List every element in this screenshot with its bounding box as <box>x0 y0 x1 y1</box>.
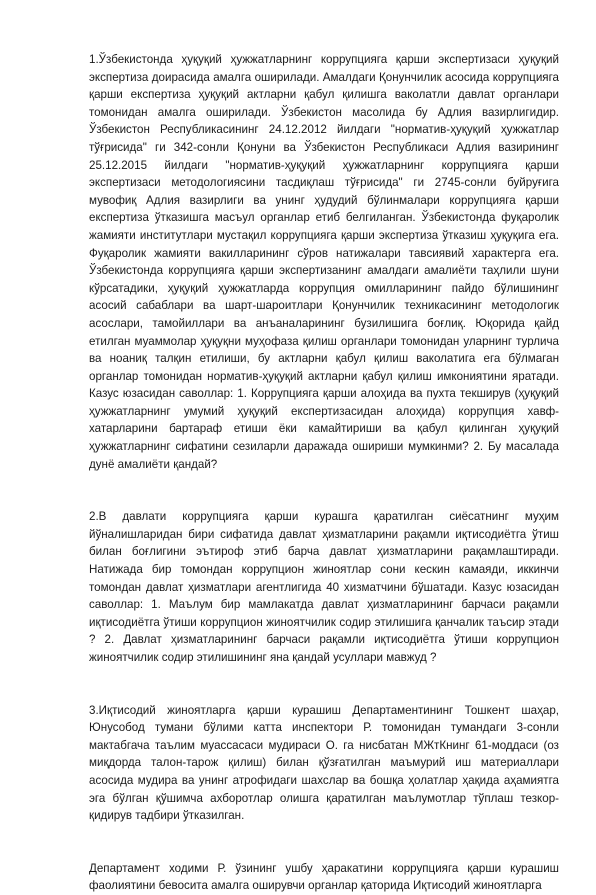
paragraph-case-2: 2.В давлати коррупцияга қарши курашга қаратилган сиёсатнинг муҳим йўналишларидан бири сифатида давлат ҳизматларини рақамли иқтисодиётга ўтиш билан боғлигини эътироф этиб барча давлат ҳизматларини рақамлаштиради. Натижада бир томондан коррупцион жиноятлар сони кескин камаяди, иккинчи томондан давлат ҳизматлари агентлигида 40 хизматчини бўшатади. Казус юзасидан саволлар: 1. Маълум бир мамлакатда давлат ҳизматларининг барчаси рақамли иқтисодиётга ўтиши коррупцион жиноятчилик содир этилишига қанчалик таъсир этади ? 2. Давлат ҳизматларининг барчаси рақамли иқтисодиётга ўтиши коррупцион жиноятчилик содир этилишининг яна қандай усуллари мавжуд ? <box>89 510 559 664</box>
document-page <box>89 51 559 895</box>
paragraph-case-3-continued: Департамент ходими Р. ўзининг ушбу ҳаракатини коррупцияга қарши курашиш фаолиятини бевосита амалга оширувчи органлар қаторида Иқтисодий жиноятларга <box>89 861 559 893</box>
paragraph-case-1: 1.Ўзбекистонда ҳуқуқий ҳужжатларнинг коррупцияга қарши экспертизаси ҳуқуқий экспертиза доирасида амалга оширилади. Амалдаги Қонунчилик асосида коррупцияга қарши експертиза ҳуқуқий актларни қабул қилишга ваколатли давлат органлари томонидан амалга оширилади. Ўзбекистон масолида бу Адлия вазирлигидир. Ўзбекистон Республикасининг 24.12.2012 йилдаги "норматив-ҳуқуқий ҳужжатлар тўғрисида" ги 342-сонли Қонуни ва Ўзбекистон Республикаси Адлия вазирининг 25.12.2015 йилдаги "норматив-ҳуқуқий ҳужжатларнинг коррупцияга қарши экспертизаси методологиясини тасдиқлаш тўғрисида" ги 2745-сонли буйруғига мувофиқ Адлия вазирлиги ва унинг ҳудудий бўлинмалари коррупцияга қарши експертиза ўтказишга масъул органлар етиб белгиланган. Ўзбекистонда фуқаролик жамияти институтлари мустақил коррупцияга қарши экспертиза ўтказиш ҳуқуқига ега. Фуқаролик жамияти вакилларининг сўров натижалари тавсиявий характерга ега. Ўзбекистонда коррупцияга қарши экспертизанинг амалдаги амалиёти таҳлили шуни кўрсатадики, ҳуқуқий ҳужжатларда коррупция омилларининг пайдо бўлишининг асосий сабаблари ва шарт-шароитлари Қонунчилик техникасининг методологик асослари, тамойиллари ва анъаналарининг бузилишига боғлиқ. Юқорида қайд етилган муаммолар ҳуқуқни муҳофаза қилиш органлари томонидан уларнинг турлича ва ноаниқ талқин етилиши, бу актларни қабул қилиш ваколатига ега бўлмаган органлар томонидан норматив-ҳуқуқий актларни қабул қилиш имкониятини яратади. Казус юзасидан саволлар: 1. Коррупцияга қарши алоҳида ва пухта текширув (ҳуқуқий ҳужжатларнинг умумий ҳуқуқий експертизасидан алоҳида) коррупция хавф-хатарларини бартараф етиши ёки камайтириши ва қабул қилинган ҳуқуқий ҳужжатларнинг сифатини сезиларли даражада ошириши мумкинми? 2. Бу масалада дунё амалиёти қандай? <box>89 53 559 471</box>
paragraph-case-3: 3.Иқтисодий жиноятларга қарши курашиш Департаментининг Тошкент шаҳар, Юнусобод тумани бўлими катта инспектори Р. томонидан тумандаги 3-сонли мактабгача таълим муассасаси мудираси О. га нисбатан МЖтКнинг 61-моддаси (оз миқдорда талон-тарож қилиш) билан қўзғатилган маъмурий иш материаллари асосида мудира ва унинг атрофидаги шахслар ва бошқа ҳолатлар ҳақида аҳамиятга эга бўлган қўшимча ахборотлар олишга қаратилган маълумотлар тўплаш тезкор-қидирув тадбири ўтказилган. <box>89 703 559 823</box>
